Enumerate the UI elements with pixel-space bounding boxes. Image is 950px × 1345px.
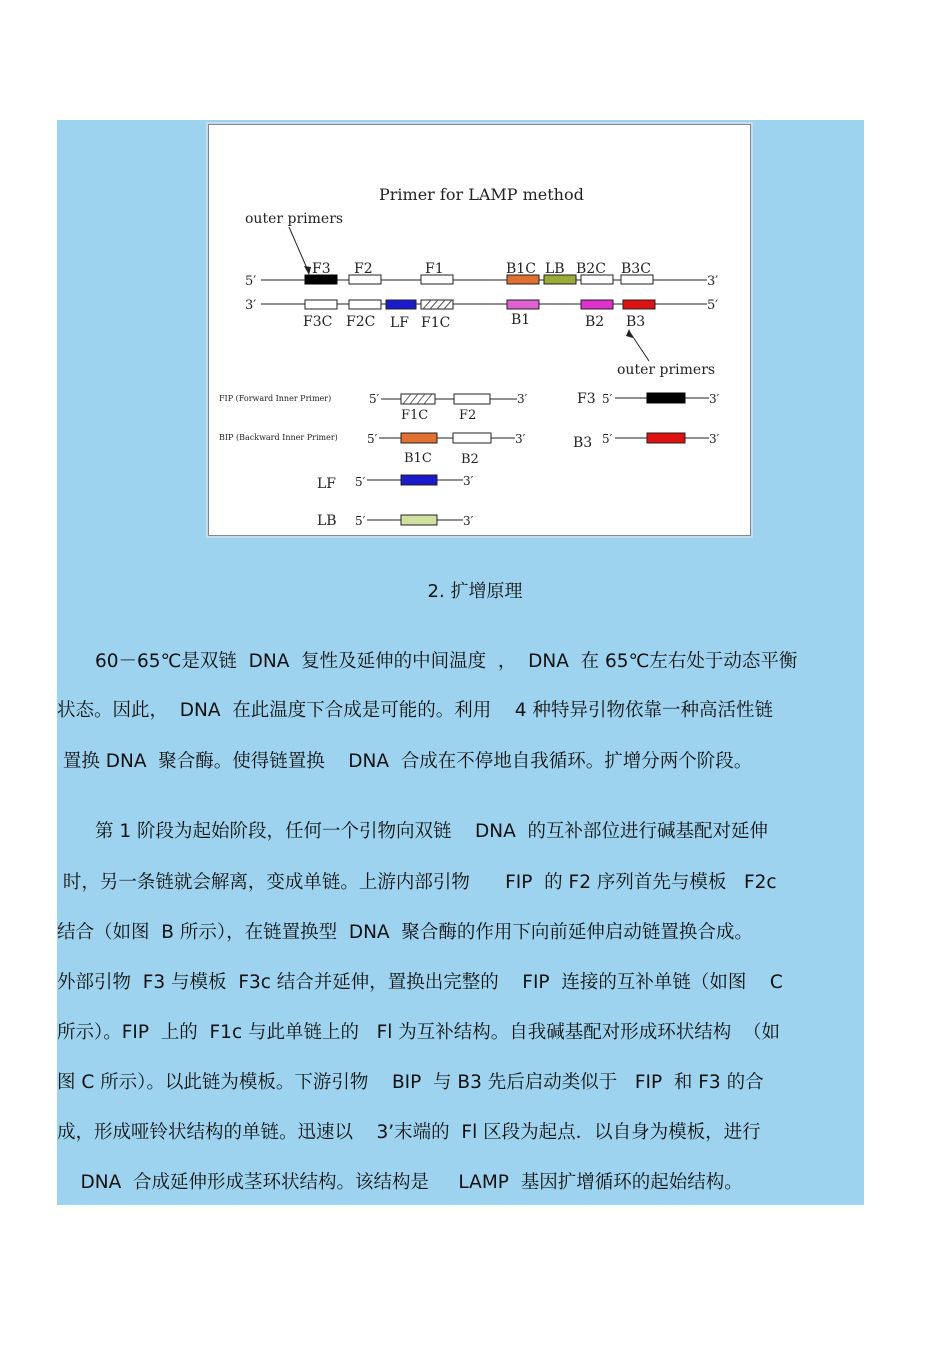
fip-F2-box — [454, 394, 490, 404]
bottom-strand-3: 3′ — [245, 298, 257, 313]
f3-primer-label: F3 — [577, 391, 596, 407]
b3-primer-5: 5′ — [602, 432, 613, 446]
label-LF: LF — [390, 315, 410, 331]
lf-primer-5: 5′ — [355, 475, 366, 489]
lb-primer-label: LB — [317, 513, 337, 529]
bottom-strand-5: 5′ — [707, 298, 719, 313]
f3-primer-3: 3′ — [709, 392, 720, 406]
lf-primer-label: LF — [317, 476, 337, 492]
paragraph2-line-5: 所示）。FIP 上的 F1c 与此单链上的 Fl 为互补结构。自我碱基配对形成环状结构 （如 — [57, 1022, 781, 1043]
f3-primer-box — [647, 393, 685, 403]
bip-sub-B2: B2 — [461, 452, 479, 467]
region-B3 — [623, 300, 655, 309]
lb-primer-3: 3′ — [463, 514, 474, 528]
paragraph2-line-2: 时，另一条链就会解离，变成单链。上游内部引物 FIP 的 F2 序列首先与模板 F2c — [57, 872, 777, 893]
section-heading: 2. 扩增原理 — [427, 581, 523, 602]
fip-label: FIP (Forward Inner Primer) — [219, 394, 332, 403]
lf-primer-3: 3′ — [463, 474, 474, 488]
label-F2C: F2C — [346, 314, 376, 330]
label-F2: F2 — [354, 261, 373, 277]
region-LF — [386, 300, 416, 309]
arrow-head-top — [304, 266, 311, 275]
label-B1: B1 — [511, 312, 531, 328]
lb-primer-box — [401, 515, 437, 525]
fip-sub-F2: F2 — [459, 408, 477, 423]
bip-sub-B1C: B1C — [404, 451, 432, 466]
label-B2: B2 — [585, 314, 605, 330]
b3-primer-box — [647, 433, 685, 443]
lb-primer-5: 5′ — [355, 514, 366, 528]
label-F1C: F1C — [421, 315, 451, 331]
outer-primers-label-bottom: outer primers — [617, 362, 716, 378]
b3-primer-label: B3 — [573, 435, 593, 451]
label-LB: LB — [545, 261, 565, 277]
bip-5: 5′ — [367, 432, 378, 446]
paragraph1-line-1: 60－65℃是双链 DNA 复性及延伸的中间温度 ， DNA 在 65℃左右处于动态平衡 — [95, 651, 798, 672]
label-B3C: B3C — [621, 261, 651, 277]
paragraph1-line-2: 状态。因此， DNA 在此温度下合成是可能的。利用 4 种特异引物依靠一种高活性链 — [57, 700, 773, 721]
paragraph2-line-3: 结合（如图 B 所示），在链置换型 DNA 聚合酶的作用下向前延伸启动链置换合成。 — [57, 922, 753, 943]
bip-B1C-box — [401, 433, 437, 443]
top-strand-3: 3′ — [707, 274, 719, 289]
fip-sub-F1C: F1C — [401, 408, 429, 423]
region-B2 — [581, 300, 613, 309]
paragraph2-line-4: 外部引物 F3 与模板 F3c 结合并延伸，置换出完整的 FIP 连接的互补单链（如图 C — [57, 972, 783, 993]
paragraph2-line-6: 图 C 所示）。以此链为模板。下游引物 BIP 与 B3 先后启动类似于 FIP 和 F3 的合 — [57, 1072, 764, 1093]
region-F2C — [349, 300, 381, 309]
bip-B2-box — [453, 433, 491, 443]
lf-primer-box — [401, 475, 437, 485]
label-B3: B3 — [626, 314, 646, 330]
fip-3: 3′ — [517, 392, 528, 406]
b3-primer-3: 3′ — [709, 432, 720, 446]
fip-5: 5′ — [369, 392, 380, 406]
arrow-head-bottom — [626, 329, 633, 338]
outer-primers-arrow-top — [289, 227, 309, 273]
label-B1C: B1C — [506, 261, 536, 277]
label-F3C: F3C — [303, 314, 333, 330]
label-B2C: B2C — [576, 261, 606, 277]
label-F3: F3 — [312, 261, 331, 277]
lamp-diagram — [209, 125, 750, 535]
top-strand-5: 5′ — [245, 274, 257, 289]
f3-primer-5: 5′ — [602, 392, 613, 406]
region-B1 — [507, 300, 539, 309]
lamp-primer-figure — [208, 124, 751, 536]
figure-title: Primer for LAMP method — [379, 185, 584, 204]
region-F3C — [305, 300, 337, 309]
paragraph2-line-8: DNA 合成延伸形成茎环状结构。该结构是 LAMP 基因扩增循环的起始结构。 — [57, 1172, 743, 1193]
paragraph2-line-1: 第 1 阶段为起始阶段，任何一个引物向双链 DNA 的互补部位进行碱基配对延伸 — [95, 821, 769, 842]
outer-primers-label-top: outer primers — [245, 211, 344, 227]
paragraph1-line-3: 置换 DNA 聚合酶。使得链置换 DNA 合成在不停地自我循环。扩增分两个阶段。 — [57, 751, 753, 772]
outer-primers-arrow-bottom — [629, 331, 649, 361]
bip-label: BIP (Backward Inner Primer) — [219, 433, 338, 442]
label-F1: F1 — [425, 261, 444, 277]
bip-3: 3′ — [515, 432, 526, 446]
paragraph2-line-7: 成，形成哑铃状结构的单链。迅速以 3’末端的 Fl 区段为起点．以自身为模板，进行 — [57, 1122, 761, 1143]
